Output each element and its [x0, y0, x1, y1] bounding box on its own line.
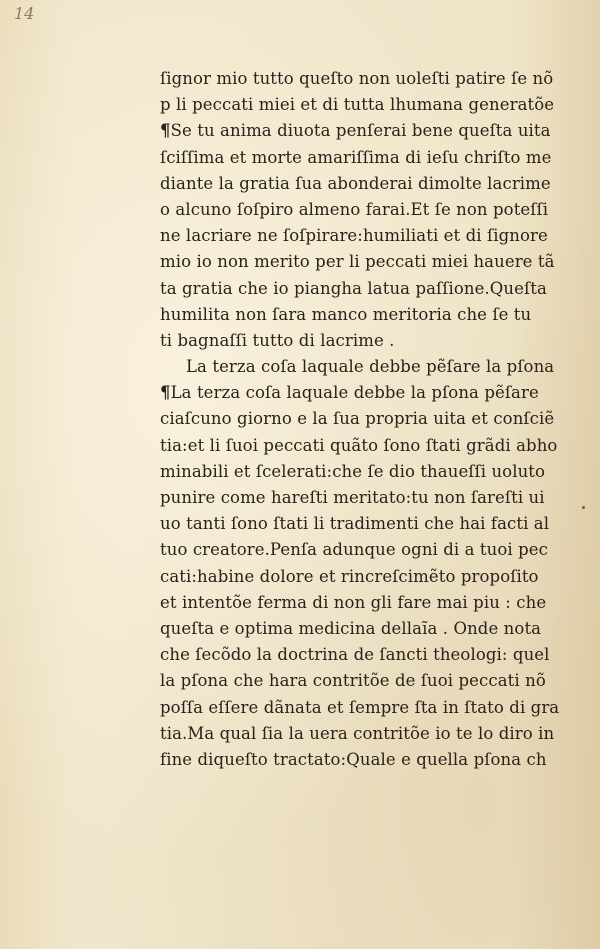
- line-text: ciaſcuno giorno e la ſua propria uita et conſciẽ: [160, 409, 555, 429]
- text-line: [160, 145, 580, 171]
- line-text: ta gratia che io piangha latua paſſione.Queſta: [160, 278, 547, 298]
- line-text: et intentõe ferma di non gli fare mai piu : che: [160, 592, 547, 612]
- text-block: [160, 66, 580, 773]
- line-text: La terza coſa laquale debbe pẽſare la pſona: [186, 357, 555, 377]
- folio-number: 14: [14, 4, 35, 23]
- line-text: La terza coſa laquale debbe la pſona pẽſare: [170, 383, 539, 403]
- line-text: ne lacriare ne ſoſpirare:humiliati et di ſignore: [160, 226, 548, 246]
- text-line: [160, 380, 580, 406]
- text-line: [160, 302, 580, 328]
- text-line: [160, 537, 580, 563]
- text-line: [160, 459, 580, 485]
- text-line: [160, 695, 580, 721]
- text-line: [160, 328, 580, 354]
- line-text: punire come hareſti meritato:tu non ſareſti ui: [160, 488, 545, 507]
- text-line: [160, 721, 580, 747]
- line-text: ti bagnaſſi tutto di lacrime .: [160, 330, 395, 350]
- line-text: mio io non merito per li peccati miei hauere tã: [160, 252, 555, 272]
- line-text: queſta e optima medicina dellaĩa . Onde nota: [160, 618, 542, 638]
- text-line: [160, 118, 580, 144]
- text-line: [160, 564, 580, 590]
- text-line: [160, 197, 580, 223]
- text-line: [160, 590, 580, 616]
- text-line: [160, 642, 580, 668]
- text-line: [160, 433, 580, 459]
- pilcrow-mark: ¶: [160, 383, 171, 403]
- text-line: [160, 668, 580, 694]
- text-line: [160, 171, 580, 197]
- text-line: [160, 616, 580, 642]
- line-text: tia:et li ſuoi peccati quãto ſono ſtati grãdi abho: [160, 435, 558, 455]
- text-line: [160, 747, 580, 773]
- text-line: [160, 485, 580, 511]
- text-line: [160, 406, 580, 432]
- line-text: che ſecõdo la doctrina de ſancti theologi: quel: [160, 645, 550, 665]
- line-text: cati:habine dolore et rincreſcimẽto propoſito: [160, 566, 539, 586]
- text-line: [160, 354, 580, 380]
- text-line: [160, 66, 580, 92]
- text-line: [160, 249, 580, 275]
- line-text: uo tanti ſono ſtati li tradimenti che hai facti al: [160, 514, 550, 534]
- line-text: fine diqueſto tractato:Quale e quella pſona ch: [160, 749, 547, 769]
- text-line: [160, 223, 580, 249]
- text-line: [160, 511, 580, 537]
- line-text: la pſona che hara contritõe de ſuoi peccati nõ: [160, 671, 546, 691]
- ink-speck: [582, 506, 585, 509]
- line-text: tia.Ma qual ſia la uera contritõe io te lo diro in: [160, 723, 555, 743]
- line-text: minabili et ſcelerati:che ſe dio thaueſſi uoluto: [160, 461, 546, 481]
- line-text: humilita non ſara manco meritoria che ſe tu: [160, 304, 532, 324]
- line-text: tuo creatore.Penſa adunque ogni di a tuoi pec: [160, 540, 549, 560]
- line-text: diante la gratia ſua abonderai dimolte lacrime: [160, 173, 551, 193]
- line-text: ſciſſima et morte amariſſima di ieſu chriſto me: [160, 147, 552, 167]
- line-text: Se tu anima diuota penſerai bene queſta uita: [170, 121, 551, 141]
- line-text: poſſa eſſere dãnata et ſempre ſta in ſtato di gra: [160, 697, 560, 717]
- text-line: [160, 276, 580, 302]
- pilcrow-mark: ¶: [160, 121, 171, 141]
- text-line: [160, 92, 580, 118]
- line-text: p li peccati miei et di tutta lhumana generatõe: [160, 95, 555, 115]
- line-text: o alcuno ſoſpiro almeno farai.Et ſe non poteſſi: [160, 199, 549, 219]
- line-text: ſignor mio tutto queſto non uoleſti patire ſe nõ: [160, 69, 554, 88]
